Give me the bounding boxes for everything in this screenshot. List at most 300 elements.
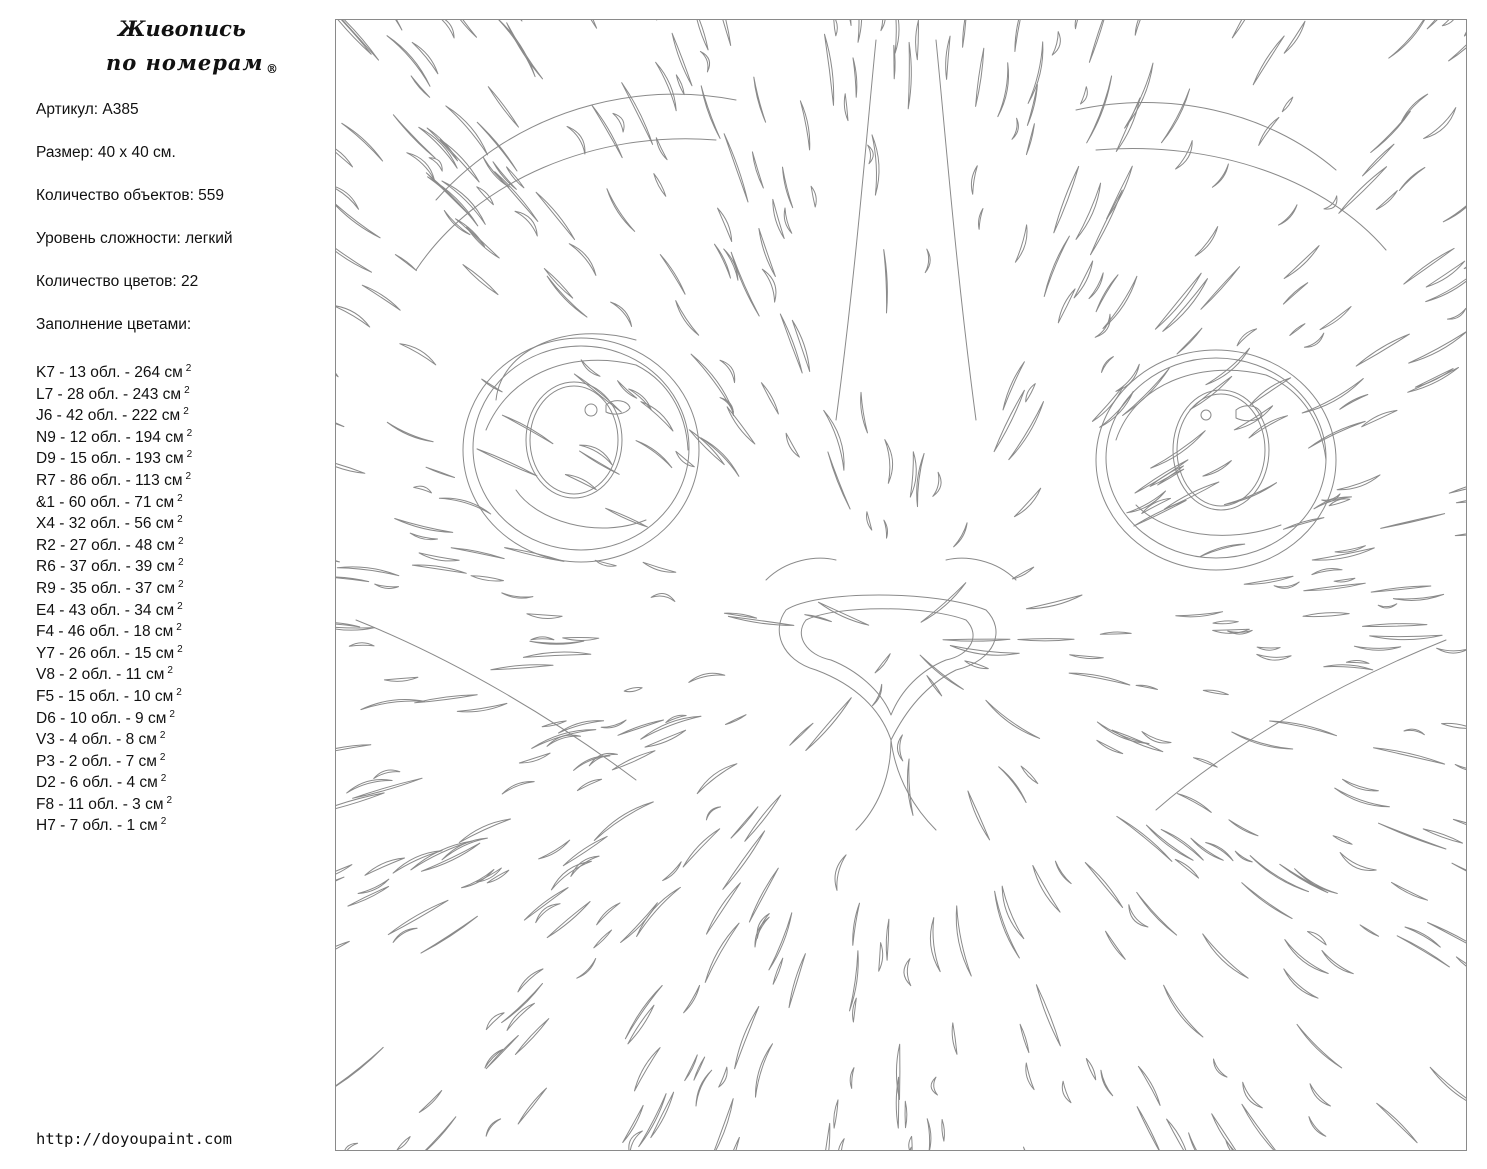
fur-stroke bbox=[419, 553, 459, 561]
fur-stroke bbox=[886, 919, 889, 960]
fur-stroke bbox=[1136, 685, 1157, 689]
fur-stroke bbox=[1464, 246, 1466, 268]
fur-stroke bbox=[723, 831, 765, 890]
fur-stroke bbox=[769, 913, 792, 970]
fur-stroke bbox=[1455, 765, 1466, 771]
fur-stroke bbox=[491, 665, 553, 670]
fur-stroke bbox=[963, 20, 967, 47]
fur-stroke bbox=[1363, 624, 1427, 627]
fur-stroke bbox=[872, 135, 879, 195]
fur-stroke bbox=[1052, 32, 1060, 55]
fur-stroke bbox=[393, 851, 442, 874]
fur-stroke bbox=[726, 715, 747, 725]
fur-stroke bbox=[1138, 1066, 1160, 1105]
fur-stroke bbox=[486, 1013, 504, 1030]
fur-stroke bbox=[1310, 1084, 1331, 1106]
fur-stroke bbox=[879, 943, 883, 972]
fur-stroke bbox=[569, 244, 596, 276]
fur-stroke bbox=[1280, 864, 1328, 892]
fur-stroke bbox=[387, 36, 430, 87]
fur-stroke bbox=[1377, 1103, 1417, 1142]
fill-item: K7 - 13 обл. - 264 см $^2$ bbox=[36, 363, 192, 381]
fur-stroke bbox=[629, 1131, 643, 1150]
fur-stroke bbox=[1452, 863, 1466, 889]
fur-stroke bbox=[539, 840, 570, 859]
fur-strokes bbox=[336, 20, 1466, 1150]
fur-stroke bbox=[711, 20, 731, 46]
fur-stroke bbox=[410, 533, 437, 540]
fur-stroke bbox=[697, 764, 737, 794]
fur-stroke bbox=[907, 759, 913, 815]
fur-stroke bbox=[884, 250, 888, 313]
fur-stroke bbox=[547, 276, 587, 317]
fur-stroke bbox=[872, 684, 881, 705]
fur-stroke bbox=[1100, 391, 1134, 427]
fur-stroke bbox=[597, 903, 620, 925]
website-link[interactable]: http://doyoupaint.com bbox=[36, 1130, 232, 1148]
fur-stroke bbox=[761, 383, 778, 414]
fur-stroke bbox=[927, 1119, 931, 1150]
fur-stroke bbox=[792, 320, 809, 371]
fur-stroke bbox=[1243, 1082, 1263, 1108]
fur-stroke bbox=[336, 626, 375, 630]
fur-stroke bbox=[488, 87, 518, 127]
fur-stroke bbox=[1397, 936, 1449, 967]
fur-stroke bbox=[607, 189, 635, 232]
fur-stroke bbox=[904, 959, 911, 986]
fur-stroke bbox=[485, 1049, 503, 1067]
fur-stroke bbox=[1087, 76, 1112, 143]
fur-stroke bbox=[486, 1036, 518, 1069]
fur-stroke bbox=[1002, 886, 1024, 939]
fill-item: V3 - 4 обл. - 8 см $^2$ bbox=[36, 730, 166, 749]
fur-stroke bbox=[706, 807, 720, 820]
fur-stroke bbox=[689, 430, 724, 465]
fur-stroke bbox=[1284, 969, 1318, 998]
fur-stroke bbox=[365, 858, 405, 875]
fill-item: V8 - 2 обл. - 11 см $^2$ bbox=[36, 665, 173, 684]
fur-stroke bbox=[532, 730, 596, 749]
fur-stroke bbox=[1297, 1024, 1342, 1068]
fur-stroke bbox=[1081, 87, 1088, 104]
fur-stroke bbox=[721, 1137, 740, 1150]
fur-stroke bbox=[412, 42, 438, 73]
fur-stroke bbox=[375, 584, 399, 588]
fur-stroke bbox=[336, 185, 359, 210]
fur-stroke bbox=[720, 360, 735, 382]
fur-stroke bbox=[523, 652, 590, 657]
fur-stroke bbox=[1096, 275, 1118, 312]
article-label: Артикул: А385 bbox=[36, 101, 139, 118]
fur-stroke bbox=[850, 951, 859, 1011]
fur-stroke bbox=[1069, 673, 1130, 685]
fur-stroke bbox=[731, 252, 759, 316]
fur-stroke bbox=[867, 512, 872, 530]
fur-stroke bbox=[1129, 905, 1148, 927]
fur-stroke bbox=[1014, 488, 1040, 517]
fur-stroke bbox=[393, 115, 435, 158]
fur-stroke bbox=[336, 577, 369, 582]
fur-stroke bbox=[1312, 548, 1374, 560]
fur-stroke bbox=[1337, 475, 1380, 490]
fur-stroke bbox=[1244, 576, 1293, 584]
fill-item: D9 - 15 обл. - 193 см $^2$ bbox=[36, 449, 193, 468]
fur-stroke bbox=[1320, 307, 1351, 330]
fur-stroke bbox=[875, 654, 890, 673]
fur-stroke bbox=[574, 374, 621, 412]
fur-stroke bbox=[1464, 22, 1466, 36]
fur-stroke bbox=[1237, 329, 1257, 346]
fur-stroke bbox=[495, 172, 538, 222]
fur-stroke bbox=[1324, 665, 1373, 670]
fur-stroke bbox=[1075, 20, 1081, 29]
fur-stroke bbox=[1415, 369, 1453, 388]
fur-stroke bbox=[755, 917, 769, 947]
fur-stroke bbox=[784, 208, 792, 233]
fur-stroke bbox=[1044, 236, 1069, 296]
fur-stroke bbox=[853, 20, 861, 42]
fur-stroke bbox=[1020, 1024, 1029, 1052]
fur-stroke bbox=[1150, 466, 1183, 487]
fur-stroke bbox=[1443, 196, 1466, 222]
fill-item: N9 - 12 обл. - 194 см $^2$ bbox=[36, 427, 193, 446]
fur-stroke bbox=[518, 1088, 546, 1124]
fur-stroke bbox=[656, 62, 677, 110]
fur-stroke bbox=[790, 723, 813, 745]
fill-item: X4 - 32 обл. - 56 см $^2$ bbox=[36, 514, 183, 533]
fur-stroke bbox=[663, 862, 682, 881]
fur-stroke bbox=[1074, 261, 1093, 298]
fur-stroke bbox=[1283, 283, 1307, 304]
fur-stroke bbox=[1107, 166, 1133, 219]
fur-stroke bbox=[336, 941, 349, 966]
fur-stroke bbox=[1284, 246, 1319, 279]
fur-stroke bbox=[1285, 940, 1328, 974]
fur-stroke bbox=[1091, 190, 1123, 255]
fur-stroke bbox=[1249, 416, 1288, 438]
fur-stroke bbox=[656, 138, 667, 160]
fur-stroke bbox=[916, 20, 919, 59]
fur-stroke bbox=[1257, 654, 1291, 660]
fur-stroke bbox=[695, 20, 708, 50]
fur-stroke bbox=[348, 887, 389, 907]
fur-stroke bbox=[636, 441, 672, 468]
fur-stroke bbox=[908, 42, 911, 108]
objects-count-label: Количество объектов: 559 bbox=[36, 187, 225, 204]
fur-stroke bbox=[519, 753, 550, 763]
fur-stroke bbox=[1312, 568, 1342, 574]
fur-stroke bbox=[374, 770, 400, 779]
fur-stroke bbox=[1015, 225, 1027, 262]
fill-item: R6 - 37 обл. - 39 см $^2$ bbox=[36, 557, 184, 576]
fur-stroke bbox=[884, 520, 888, 538]
fur-stroke bbox=[536, 192, 575, 239]
fur-stroke bbox=[824, 410, 844, 470]
fur-stroke bbox=[773, 958, 783, 984]
fur-stroke bbox=[930, 918, 940, 972]
fur-stroke bbox=[567, 127, 585, 155]
fur-stroke bbox=[613, 113, 624, 132]
fur-stroke bbox=[651, 593, 675, 601]
fur-stroke bbox=[1003, 362, 1024, 410]
fur-stroke bbox=[337, 567, 399, 576]
fur-stroke bbox=[755, 1044, 772, 1097]
fur-stroke bbox=[942, 1120, 945, 1142]
fur-stroke bbox=[1456, 957, 1466, 977]
fur-stroke bbox=[834, 1100, 838, 1128]
fur-stroke bbox=[700, 51, 709, 72]
fur-stroke bbox=[502, 782, 534, 794]
fur-stroke bbox=[1177, 794, 1211, 813]
fur-stroke bbox=[931, 1077, 937, 1095]
fur-stroke bbox=[336, 459, 365, 473]
fur-stroke bbox=[783, 167, 793, 208]
fur-stroke bbox=[502, 415, 553, 444]
fur-stroke bbox=[1027, 85, 1037, 126]
fur-stroke bbox=[1076, 183, 1101, 239]
fur-stroke bbox=[427, 128, 457, 161]
fur-stroke bbox=[1427, 20, 1454, 29]
fur-stroke bbox=[1097, 740, 1123, 753]
fur-stroke bbox=[343, 1143, 357, 1150]
fur-stroke bbox=[1070, 655, 1104, 659]
fur-stroke bbox=[581, 360, 600, 377]
fur-stroke bbox=[1290, 324, 1305, 336]
fur-stroke bbox=[1354, 646, 1400, 650]
fur-stroke bbox=[573, 20, 597, 28]
fur-stroke bbox=[672, 33, 692, 86]
fur-stroke bbox=[395, 255, 416, 271]
fur-stroke bbox=[1203, 461, 1232, 477]
fur-stroke bbox=[1423, 829, 1462, 843]
fur-stroke bbox=[1448, 308, 1466, 319]
fur-stroke bbox=[1426, 261, 1465, 287]
fur-stroke bbox=[565, 475, 596, 490]
fur-stroke bbox=[925, 249, 930, 273]
fur-stroke bbox=[387, 422, 433, 441]
fill-item: R9 - 35 обл. - 37 см $^2$ bbox=[36, 578, 184, 597]
fur-stroke bbox=[441, 20, 476, 37]
fur-stroke bbox=[1009, 402, 1044, 460]
fur-stroke bbox=[1135, 20, 1146, 35]
fur-stroke bbox=[1453, 819, 1466, 836]
fur-stroke bbox=[800, 101, 809, 150]
fur-stroke bbox=[361, 700, 425, 710]
fur-stroke bbox=[463, 265, 498, 295]
fur-stroke bbox=[457, 703, 507, 711]
fur-stroke bbox=[1033, 866, 1060, 913]
fill-item: D2 - 6 обл. - 4 см $^2$ bbox=[36, 773, 167, 792]
fur-stroke bbox=[342, 123, 383, 161]
fur-stroke bbox=[446, 106, 488, 155]
right-eye bbox=[1096, 350, 1336, 570]
fur-stroke bbox=[1424, 108, 1456, 139]
fur-stroke bbox=[727, 407, 755, 444]
fur-stroke bbox=[847, 20, 851, 26]
fur-stroke bbox=[1163, 279, 1208, 332]
fill-item: F8 - 11 обл. - 3 см $^2$ bbox=[36, 794, 173, 813]
fur-stroke bbox=[946, 36, 950, 79]
fur-stroke bbox=[1279, 205, 1298, 225]
fur-stroke bbox=[547, 902, 590, 938]
fur-stroke bbox=[853, 998, 857, 1022]
fur-stroke bbox=[1058, 289, 1075, 323]
fur-stroke bbox=[1175, 859, 1198, 878]
fill-item: P3 - 2 обл. - 7 см $^2$ bbox=[36, 751, 166, 770]
cat-outline-drawing bbox=[336, 20, 1466, 1150]
color-fill-list bbox=[36, 358, 192, 833]
fur-stroke bbox=[1229, 820, 1258, 836]
fur-stroke bbox=[986, 700, 1040, 738]
fur-stroke bbox=[1189, 1133, 1212, 1150]
fur-stroke bbox=[1026, 124, 1034, 155]
fur-stroke bbox=[1026, 1063, 1034, 1090]
fur-stroke bbox=[1137, 1107, 1160, 1150]
fur-stroke bbox=[1055, 861, 1071, 884]
fur-stroke bbox=[1117, 816, 1172, 861]
fur-stroke bbox=[731, 807, 758, 838]
fur-stroke bbox=[696, 1070, 712, 1106]
fur-stroke bbox=[905, 1101, 907, 1127]
fur-stroke bbox=[1284, 21, 1305, 53]
fur-stroke bbox=[654, 174, 666, 197]
fur-stroke bbox=[1212, 164, 1228, 187]
fur-stroke bbox=[336, 745, 371, 758]
fur-stroke bbox=[838, 1139, 844, 1150]
fur-stroke bbox=[483, 157, 509, 187]
left-eye bbox=[463, 334, 699, 562]
fur-stroke bbox=[1334, 578, 1355, 582]
fur-stroke bbox=[358, 879, 389, 893]
fur-stroke bbox=[752, 152, 763, 188]
fur-stroke bbox=[421, 843, 479, 871]
fur-stroke bbox=[1329, 499, 1350, 506]
fur-stroke bbox=[749, 868, 778, 922]
fur-stroke bbox=[559, 721, 604, 733]
fur-stroke bbox=[486, 1119, 501, 1136]
fur-stroke bbox=[1304, 333, 1323, 347]
fur-stroke bbox=[910, 452, 916, 497]
fur-stroke bbox=[705, 923, 739, 982]
registered-mark: ® bbox=[266, 62, 278, 76]
fur-stroke bbox=[349, 643, 374, 646]
fur-stroke bbox=[1012, 567, 1033, 579]
fur-stroke bbox=[1101, 1070, 1113, 1096]
colors-count-label: Количество цветов: 22 bbox=[36, 273, 199, 290]
fur-stroke bbox=[577, 959, 596, 979]
fur-stroke bbox=[1191, 838, 1223, 860]
fur-stroke bbox=[438, 20, 454, 38]
fur-stroke bbox=[515, 1019, 548, 1055]
fur-stroke bbox=[1167, 1119, 1189, 1150]
fur-stroke bbox=[1303, 613, 1349, 617]
fur-stroke bbox=[336, 233, 372, 272]
fur-stroke bbox=[1430, 1067, 1466, 1108]
fur-stroke bbox=[757, 914, 769, 939]
fur-stroke bbox=[594, 802, 653, 841]
fur-stroke bbox=[1195, 227, 1218, 256]
fur-stroke bbox=[976, 48, 984, 106]
fur-stroke bbox=[1224, 483, 1276, 505]
fur-stroke bbox=[676, 451, 694, 466]
fur-stroke bbox=[1242, 883, 1292, 919]
fur-stroke bbox=[1085, 863, 1122, 908]
fur-stroke bbox=[1340, 395, 1368, 410]
fur-stroke bbox=[1135, 460, 1188, 493]
fur-stroke bbox=[363, 20, 402, 30]
fur-stroke bbox=[530, 641, 584, 644]
fur-stroke bbox=[660, 255, 685, 295]
fur-stroke bbox=[1370, 635, 1442, 639]
fur-stroke bbox=[1322, 951, 1353, 974]
fur-stroke bbox=[1362, 410, 1397, 426]
fur-stroke bbox=[426, 467, 455, 477]
fur-stroke bbox=[724, 613, 756, 618]
fur-stroke bbox=[1026, 595, 1082, 609]
fur-stroke bbox=[1304, 583, 1366, 591]
fur-stroke bbox=[684, 985, 700, 1012]
fur-stroke bbox=[336, 622, 360, 627]
fur-stroke bbox=[1123, 368, 1170, 415]
fill-item: F4 - 46 обл. - 18 см $^2$ bbox=[36, 622, 182, 641]
fur-stroke bbox=[689, 673, 725, 682]
fur-stroke bbox=[943, 639, 1010, 641]
fur-stroke bbox=[1212, 1114, 1241, 1150]
fur-stroke bbox=[1442, 723, 1466, 728]
fill-item: R2 - 27 обл. - 48 см $^2$ bbox=[36, 535, 184, 554]
info-sidebar bbox=[36, 0, 326, 1169]
fur-stroke bbox=[467, 227, 500, 258]
fur-stroke bbox=[412, 565, 466, 573]
fur-stroke bbox=[676, 301, 699, 336]
nose-mouth bbox=[766, 558, 1016, 830]
fur-stroke bbox=[336, 1047, 383, 1092]
fur-stroke bbox=[897, 735, 902, 761]
fur-stroke bbox=[1295, 869, 1338, 894]
fill-item: D6 - 10 обл. - 9 см $^2$ bbox=[36, 708, 175, 727]
fur-stroke bbox=[416, 1117, 456, 1150]
fur-stroke bbox=[1356, 334, 1409, 366]
fur-stroke bbox=[594, 930, 612, 948]
fur-stroke bbox=[917, 454, 924, 507]
fur-stroke bbox=[895, 20, 899, 53]
fill-item: Y7 - 26 обл. - 15 см $^2$ bbox=[36, 643, 183, 662]
fill-item: H7 - 7 обл. - 1 см $^2$ bbox=[36, 816, 167, 835]
fur-stroke bbox=[637, 887, 681, 936]
fill-item: J6 - 42 обл. - 222 см $^2$ bbox=[36, 406, 189, 425]
fur-stroke bbox=[1340, 853, 1376, 871]
brand-logo bbox=[106, 12, 306, 80]
fur-stroke bbox=[759, 229, 776, 277]
fur-stroke bbox=[544, 269, 572, 299]
fur-stroke bbox=[507, 23, 543, 79]
fur-stroke bbox=[1363, 144, 1395, 176]
fur-stroke bbox=[994, 390, 1024, 451]
fur-stroke bbox=[1201, 267, 1240, 310]
fur-stroke bbox=[1250, 378, 1291, 405]
fur-stroke bbox=[651, 1092, 674, 1137]
fur-stroke bbox=[1392, 882, 1428, 900]
fur-stroke bbox=[1235, 851, 1252, 862]
fur-stroke bbox=[1194, 758, 1218, 768]
fur-stroke bbox=[1062, 1081, 1071, 1103]
fur-stroke bbox=[1214, 1059, 1228, 1077]
fur-stroke bbox=[1253, 36, 1284, 85]
fur-stroke bbox=[1089, 20, 1107, 62]
fur-stroke bbox=[624, 688, 642, 692]
fur-stroke bbox=[1097, 722, 1149, 744]
fur-stroke bbox=[819, 1123, 829, 1150]
